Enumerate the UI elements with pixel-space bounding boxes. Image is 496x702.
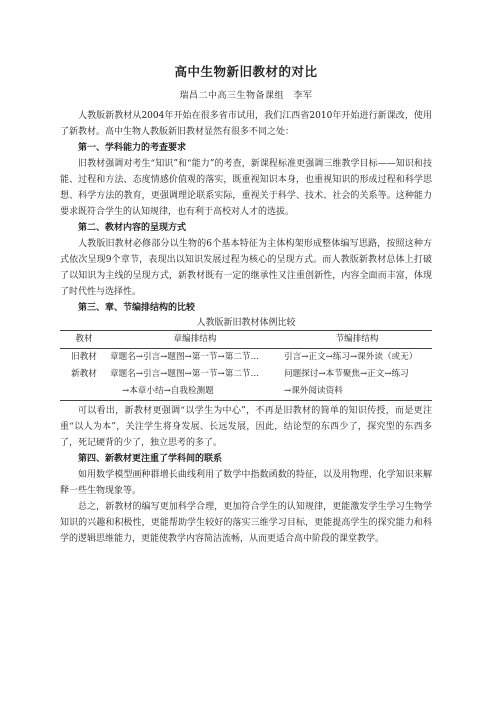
author-line: 瑞昌二中高三生物备课组 李军 [179, 91, 313, 101]
section-heading-3: 第三、章、节编排结构的比较 [78, 303, 196, 313]
document-title: 高中生物新旧教材的对比 [174, 64, 318, 79]
section-text-2: 人教版旧教材必修部分以生物的6个基本特征为主体构架形成整体编写思路，按照这种方式依次呈现9个章节，表现出以知识发展过程为核心的呈现方式。而人教版新教材总体上打破了以知识为主线的呈现方式，新教材既有一定的继承性又注重创新性，内容全面而丰富，体现了时代性与选择性。 [60, 239, 432, 297]
section-text-4: 如用数学模型画种群增长曲线利用了数学中指数函数的特征，以及用物理、化学知识来解释一些生物现象等。 [60, 470, 432, 496]
table-caption: 人教版新旧教材体例比较 [196, 318, 296, 328]
intro-paragraph: 人教版新教材从2004年开始在很多省市试用，我们江西省2010年开始进行新课改，使用了新教材。高中生物人教版新旧教材显然有很多不同之处： [60, 111, 432, 137]
table-cell: 章题名→引言→题图→第一节→第二节… [110, 352, 260, 362]
table-cell: →课外阅读资料 [282, 383, 432, 401]
table-row [60, 383, 432, 401]
after-table-paragraph: 可以看出，新教材更强调“以学生为中心”，不再是旧教材的简单的知识传授，而是更注重“以人为本”，关注学生将身发展、长远发展，因此，结论型的东西少了，探究型的东西多了，死记硬背的少了，独立思考的多了。 [60, 406, 432, 448]
section-heading-4: 第四、新教材更注重了学科间的联系 [78, 454, 223, 464]
table-cell [60, 383, 108, 401]
table-header-row [60, 331, 432, 349]
header-textbook: 教材 [60, 331, 108, 349]
conclusion-paragraph: 总之，新教材的编写更加科学合理，更加符合学生的认知规律，更能激发学生学习生物学知识的兴趣和积极性，更能帮助学生较好的落实三维学习目标，更能提高学生的探究能力和科学的逻辑思维能力，更能使教学内容简洁流畅，从而更适合高中阶段的课堂教学。 [60, 502, 432, 544]
section-heading-1: 第一、学科能力的考查要求 [78, 143, 187, 153]
table-cell: 旧教材 [71, 352, 97, 362]
table-cell: →本章小结→自我检测题 [108, 383, 282, 401]
table-cell: 引言→正文→练习→课外读（或无） [284, 352, 418, 362]
table-cell: 新教材 [71, 369, 97, 379]
document-page [60, 62, 432, 547]
table-row [60, 366, 432, 383]
header-section-structure: 节编排结构 [282, 331, 432, 349]
comparison-table [60, 330, 432, 401]
table-cell: 章题名→引言→题图→第一节→第二节… [110, 369, 260, 379]
table-cell: 问题探讨→本节聚焦→正文→练习 [284, 369, 409, 379]
header-chapter-structure: 章编排结构 [108, 331, 282, 349]
section-text-1: 旧教材强调对考生“知识”和“能力”的考查，新课程标准更强调三维教学目标——知识和技能、过程和方法、态度情感价值观的落实，既重视知识本身，也重视知识的形成过程和科学思想、科学方法的教育，更强调理论联系实际，重视关于科学、技术、社会的关系等。这种能力要求既符合学生的认知规律，也有利于高校对人才的选拔。 [60, 159, 432, 217]
section-heading-2: 第二、教材内容的呈现方式 [78, 223, 187, 233]
table-row [60, 349, 432, 367]
